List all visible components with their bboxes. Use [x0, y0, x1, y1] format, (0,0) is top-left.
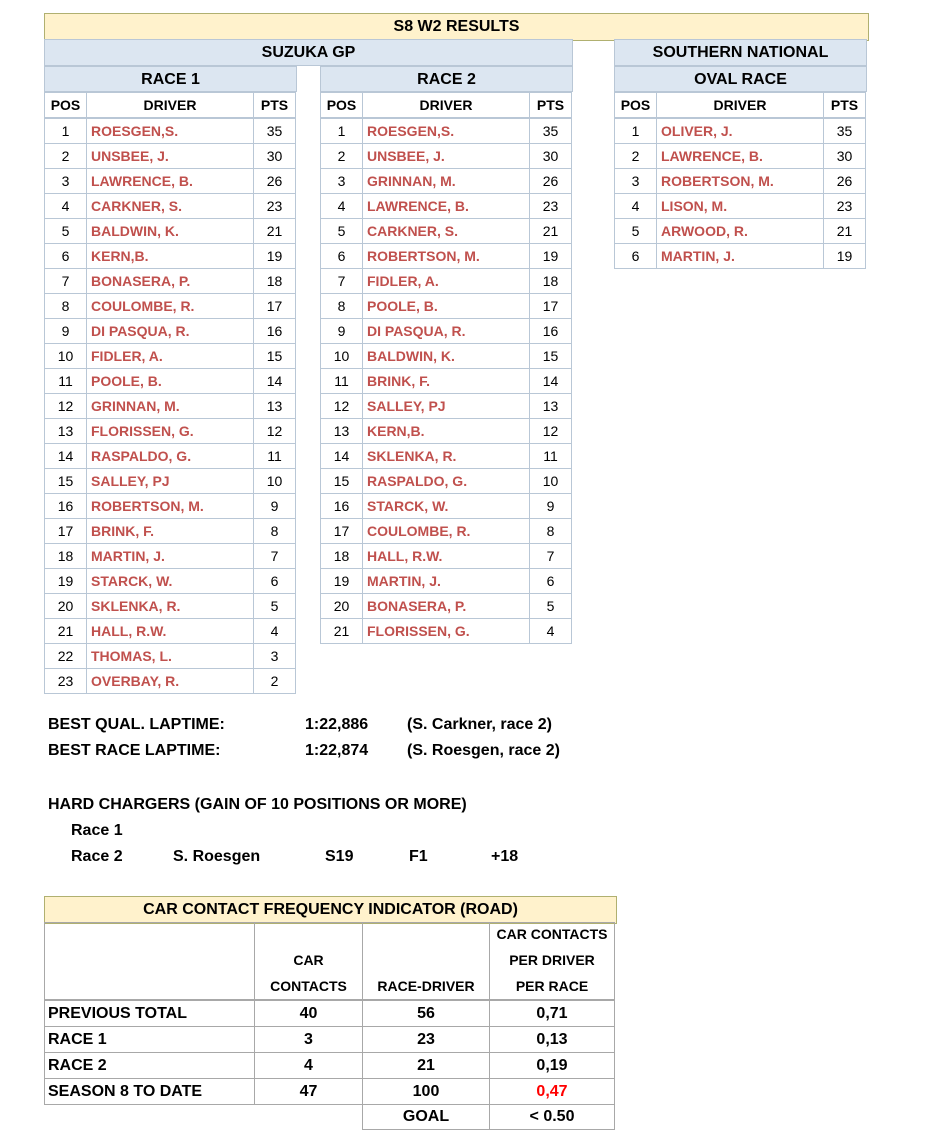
pts-cell: 19	[253, 243, 296, 269]
pos-cell: 17	[44, 518, 87, 544]
pos-cell: 15	[44, 468, 87, 494]
driver-cell: ROBERTSON, M.	[656, 168, 824, 194]
col-header-driver: DRIVER	[86, 92, 254, 118]
pts-cell: 30	[529, 143, 572, 169]
pos-cell: 12	[44, 393, 87, 419]
contact-header-blank	[44, 922, 255, 1000]
contact-col-contacts-header	[254, 922, 363, 1000]
pos-cell: 10	[44, 343, 87, 369]
contact-col-per-line2: PER DRIVER	[509, 952, 595, 968]
pos-cell: 21	[320, 618, 363, 644]
pts-cell: 5	[529, 593, 572, 619]
contact-label: RACE 1	[48, 1031, 107, 1048]
pts-cell: 12	[529, 418, 572, 444]
pts-cell: 11	[529, 443, 572, 469]
pos-cell: 2	[44, 143, 87, 169]
pts-cell: 16	[253, 318, 296, 344]
driver-cell: MARTIN, J.	[656, 243, 824, 269]
pos-cell: 5	[320, 218, 363, 244]
pos-cell: 13	[44, 418, 87, 444]
contact-label: SEASON 8 TO DATE	[48, 1083, 203, 1100]
best-qual-label: BEST QUAL. LAPTIME:	[48, 716, 225, 733]
contact-cell-race_driver	[362, 1052, 490, 1079]
driver-cell: CARKNER, S.	[362, 218, 530, 244]
pts-cell: 5	[253, 593, 296, 619]
contact-race_driver: 100	[412, 1083, 440, 1100]
pos-cell: 18	[44, 543, 87, 569]
pts-cell: 13	[529, 393, 572, 419]
best-race-driver: (S. Roesgen, race 2)	[407, 742, 560, 759]
driver-cell: FIDLER, A.	[362, 268, 530, 294]
driver-cell: RASPALDO, G.	[86, 443, 254, 469]
driver-cell: BALDWIN, K.	[86, 218, 254, 244]
suzuka-race1-header: RACE 1	[44, 66, 297, 92]
pts-cell: 10	[253, 468, 296, 494]
pos-cell: 21	[44, 618, 87, 644]
contact-per: 0,13	[536, 1031, 568, 1048]
pos-cell: 20	[320, 593, 363, 619]
contact-contacts: 47	[299, 1083, 318, 1100]
pos-cell: 14	[320, 443, 363, 469]
contact-cell-contacts	[254, 1078, 363, 1105]
suzuka-race2-header: RACE 2	[320, 66, 573, 92]
pts-cell: 7	[529, 543, 572, 569]
driver-cell: GRINNAN, M.	[86, 393, 254, 419]
pts-cell: 35	[253, 118, 296, 144]
driver-cell: ROESGEN,S.	[362, 118, 530, 144]
pts-cell: 3	[253, 643, 296, 669]
contact-per: 0,19	[536, 1057, 568, 1074]
col-header-pos: POS	[614, 92, 657, 118]
pts-cell: 19	[823, 243, 866, 269]
pts-cell: 11	[253, 443, 296, 469]
contact-cell-race_driver	[362, 1078, 490, 1105]
pts-cell: 15	[253, 343, 296, 369]
contact-col-race-driver-header	[362, 922, 490, 1000]
driver-cell: STARCK, W.	[86, 568, 254, 594]
driver-cell: BALDWIN, K.	[362, 343, 530, 369]
col-header-driver: DRIVER	[656, 92, 824, 118]
driver-cell: KERN,B.	[362, 418, 530, 444]
southern-national-header: SOUTHERN NATIONAL	[614, 39, 867, 66]
contact-cell-race_driver	[362, 1026, 490, 1053]
driver-cell: LAWRENCE, B.	[656, 143, 824, 169]
driver-cell: GRINNAN, M.	[362, 168, 530, 194]
col-header-pts: PTS	[823, 92, 866, 118]
pts-cell: 30	[823, 143, 866, 169]
driver-cell: OVERBAY, R.	[86, 668, 254, 694]
pts-cell: 15	[529, 343, 572, 369]
pts-cell: 17	[529, 293, 572, 319]
pos-cell: 4	[44, 193, 87, 219]
page-title: S8 W2 RESULTS	[44, 13, 869, 41]
driver-cell: OLIVER, J.	[656, 118, 824, 144]
pts-cell: 18	[529, 268, 572, 294]
contact-race_driver: 56	[417, 1005, 435, 1022]
driver-cell: BONASERA, P.	[86, 268, 254, 294]
driver-cell: THOMAS, L.	[86, 643, 254, 669]
driver-cell: COULOMBE, R.	[362, 518, 530, 544]
pos-cell: 20	[44, 593, 87, 619]
hard-charger-gain: +18	[491, 848, 519, 865]
pts-cell: 30	[253, 143, 296, 169]
contact-cell-contacts	[254, 1026, 363, 1053]
contact-label: PREVIOUS TOTAL	[48, 1005, 187, 1022]
driver-cell: BRINK, F.	[86, 518, 254, 544]
pts-cell: 18	[253, 268, 296, 294]
driver-cell: UNSBEE, J.	[362, 143, 530, 169]
pos-cell: 7	[320, 268, 363, 294]
hard-charger-driver: S. Roesgen	[173, 848, 261, 865]
pos-cell: 12	[320, 393, 363, 419]
pos-cell: 5	[614, 218, 657, 244]
pos-cell: 17	[320, 518, 363, 544]
driver-cell: SKLENKA, R.	[362, 443, 530, 469]
driver-cell: MARTIN, J.	[86, 543, 254, 569]
pts-cell: 13	[253, 393, 296, 419]
pos-cell: 11	[44, 368, 87, 394]
driver-cell: FLORISSEN, G.	[86, 418, 254, 444]
pos-cell: 2	[614, 143, 657, 169]
contact-cell-label	[44, 1078, 255, 1105]
pos-cell: 23	[44, 668, 87, 694]
contact-label: RACE 2	[48, 1057, 107, 1074]
pts-cell: 19	[529, 243, 572, 269]
driver-cell: ROESGEN,S.	[86, 118, 254, 144]
pts-cell: 10	[529, 468, 572, 494]
contact-cell-per	[489, 1026, 615, 1053]
pts-cell: 8	[529, 518, 572, 544]
pos-cell: 5	[44, 218, 87, 244]
driver-cell: LISON, M.	[656, 193, 824, 219]
contact-cell-race_driver	[362, 1000, 490, 1027]
pos-cell: 16	[320, 493, 363, 519]
pts-cell: 8	[253, 518, 296, 544]
pts-cell: 21	[823, 218, 866, 244]
pts-cell: 17	[253, 293, 296, 319]
col-header-pos: POS	[320, 92, 363, 118]
contact-per: 0,47	[536, 1083, 568, 1100]
contact-col-per-line3: PER RACE	[515, 978, 589, 994]
contact-col-contacts-line2: CONTACTS	[270, 978, 347, 994]
best-race-label: BEST RACE LAPTIME:	[48, 742, 221, 759]
pts-cell: 2	[253, 668, 296, 694]
pos-cell: 1	[320, 118, 363, 144]
car-contact-title: CAR CONTACT FREQUENCY INDICATOR (ROAD)	[44, 896, 617, 924]
best-qual-driver: (S. Carkner, race 2)	[407, 716, 552, 733]
pts-cell: 23	[529, 193, 572, 219]
oval-race-header: OVAL RACE	[614, 66, 867, 92]
pts-cell: 16	[529, 318, 572, 344]
hard-charger-finish: F1	[409, 848, 428, 865]
driver-cell: SKLENKA, R.	[86, 593, 254, 619]
pos-cell: 3	[614, 168, 657, 194]
pts-cell: 4	[253, 618, 296, 644]
pts-cell: 21	[253, 218, 296, 244]
contact-contacts: 4	[304, 1057, 313, 1074]
driver-cell: BONASERA, P.	[362, 593, 530, 619]
pos-cell: 14	[44, 443, 87, 469]
pts-cell: 35	[823, 118, 866, 144]
contact-race_driver: 21	[417, 1057, 435, 1074]
pos-cell: 22	[44, 643, 87, 669]
contact-cell-label	[44, 1052, 255, 1079]
pts-cell: 9	[253, 493, 296, 519]
driver-cell: STARCK, W.	[362, 493, 530, 519]
driver-cell: FIDLER, A.	[86, 343, 254, 369]
contact-cell-label	[44, 1026, 255, 1053]
pts-cell: 26	[823, 168, 866, 194]
driver-cell: POOLE, B.	[86, 368, 254, 394]
goal-label-cell	[362, 1104, 490, 1130]
contact-cell-contacts	[254, 1052, 363, 1079]
col-header-pts: PTS	[529, 92, 572, 118]
pts-cell: 6	[253, 568, 296, 594]
contact-cell-contacts	[254, 1000, 363, 1027]
pos-cell: 7	[44, 268, 87, 294]
hard-chargers-race2: Race 2	[71, 848, 123, 865]
contact-col-contacts-line1: CAR	[293, 952, 324, 968]
pts-cell: 6	[529, 568, 572, 594]
driver-cell: ROBERTSON, M.	[86, 493, 254, 519]
pos-cell: 6	[44, 243, 87, 269]
pts-cell: 12	[253, 418, 296, 444]
pts-cell: 14	[253, 368, 296, 394]
driver-cell: DI PASQUA, R.	[362, 318, 530, 344]
contact-race_driver: 23	[417, 1031, 435, 1048]
pos-cell: 8	[320, 293, 363, 319]
contact-cell-label	[44, 1000, 255, 1027]
driver-cell: LAWRENCE, B.	[362, 193, 530, 219]
pos-cell: 1	[44, 118, 87, 144]
pos-cell: 3	[320, 168, 363, 194]
contact-contacts: 40	[299, 1005, 318, 1022]
driver-cell: HALL, R.W.	[86, 618, 254, 644]
pts-cell: 4	[529, 618, 572, 644]
driver-cell: CARKNER, S.	[86, 193, 254, 219]
best-race-time: 1:22,874	[305, 742, 369, 759]
pts-cell: 26	[253, 168, 296, 194]
goal-label: GOAL	[402, 1108, 450, 1125]
pts-cell: 26	[529, 168, 572, 194]
pts-cell: 21	[529, 218, 572, 244]
contact-col-per-header	[489, 922, 615, 1000]
pts-cell: 35	[529, 118, 572, 144]
contact-per: 0,71	[536, 1005, 568, 1022]
col-header-pts: PTS	[253, 92, 296, 118]
pts-cell: 23	[823, 193, 866, 219]
pos-cell: 13	[320, 418, 363, 444]
pos-cell: 3	[44, 168, 87, 194]
pos-cell: 11	[320, 368, 363, 394]
driver-cell: FLORISSEN, G.	[362, 618, 530, 644]
pos-cell: 15	[320, 468, 363, 494]
pos-cell: 19	[44, 568, 87, 594]
driver-cell: BRINK, F.	[362, 368, 530, 394]
driver-cell: SALLEY, PJ	[86, 468, 254, 494]
pos-cell: 4	[320, 193, 363, 219]
driver-cell: ARWOOD, R.	[656, 218, 824, 244]
driver-cell: LAWRENCE, B.	[86, 168, 254, 194]
pos-cell: 2	[320, 143, 363, 169]
contact-col-per-line1: CAR CONTACTS	[496, 926, 608, 942]
contact-contacts: 3	[304, 1031, 313, 1048]
pos-cell: 9	[44, 318, 87, 344]
pts-cell: 14	[529, 368, 572, 394]
driver-cell: RASPALDO, G.	[362, 468, 530, 494]
driver-cell: SALLEY, PJ	[362, 393, 530, 419]
suzuka-gp-header: SUZUKA GP	[44, 39, 573, 66]
pts-cell: 9	[529, 493, 572, 519]
contact-col-race-driver-label: RACE-DRIVER	[377, 978, 475, 994]
driver-cell: ROBERTSON, M.	[362, 243, 530, 269]
col-header-driver: DRIVER	[362, 92, 530, 118]
goal-value-cell	[489, 1104, 615, 1130]
driver-cell: COULOMBE, R.	[86, 293, 254, 319]
driver-cell: MARTIN, J.	[362, 568, 530, 594]
best-qual-time: 1:22,886	[305, 716, 369, 733]
driver-cell: HALL, R.W.	[362, 543, 530, 569]
pos-cell: 16	[44, 493, 87, 519]
pos-cell: 6	[614, 243, 657, 269]
driver-cell: UNSBEE, J.	[86, 143, 254, 169]
pos-cell: 4	[614, 193, 657, 219]
hard-chargers-race1: Race 1	[71, 822, 123, 839]
hard-charger-start: S19	[325, 848, 354, 865]
contact-cell-per	[489, 1078, 615, 1105]
pos-cell: 10	[320, 343, 363, 369]
contact-cell-per	[489, 1000, 615, 1027]
col-header-pos: POS	[44, 92, 87, 118]
contact-cell-per	[489, 1052, 615, 1079]
driver-cell: DI PASQUA, R.	[86, 318, 254, 344]
goal-value: < 0.50	[529, 1108, 575, 1125]
pos-cell: 1	[614, 118, 657, 144]
pos-cell: 19	[320, 568, 363, 594]
driver-cell: POOLE, B.	[362, 293, 530, 319]
pts-cell: 23	[253, 193, 296, 219]
pos-cell: 9	[320, 318, 363, 344]
hard-chargers-title: HARD CHARGERS (GAIN OF 10 POSITIONS OR MORE)	[48, 796, 467, 813]
pos-cell: 8	[44, 293, 87, 319]
pos-cell: 18	[320, 543, 363, 569]
pts-cell: 7	[253, 543, 296, 569]
pos-cell: 6	[320, 243, 363, 269]
driver-cell: KERN,B.	[86, 243, 254, 269]
